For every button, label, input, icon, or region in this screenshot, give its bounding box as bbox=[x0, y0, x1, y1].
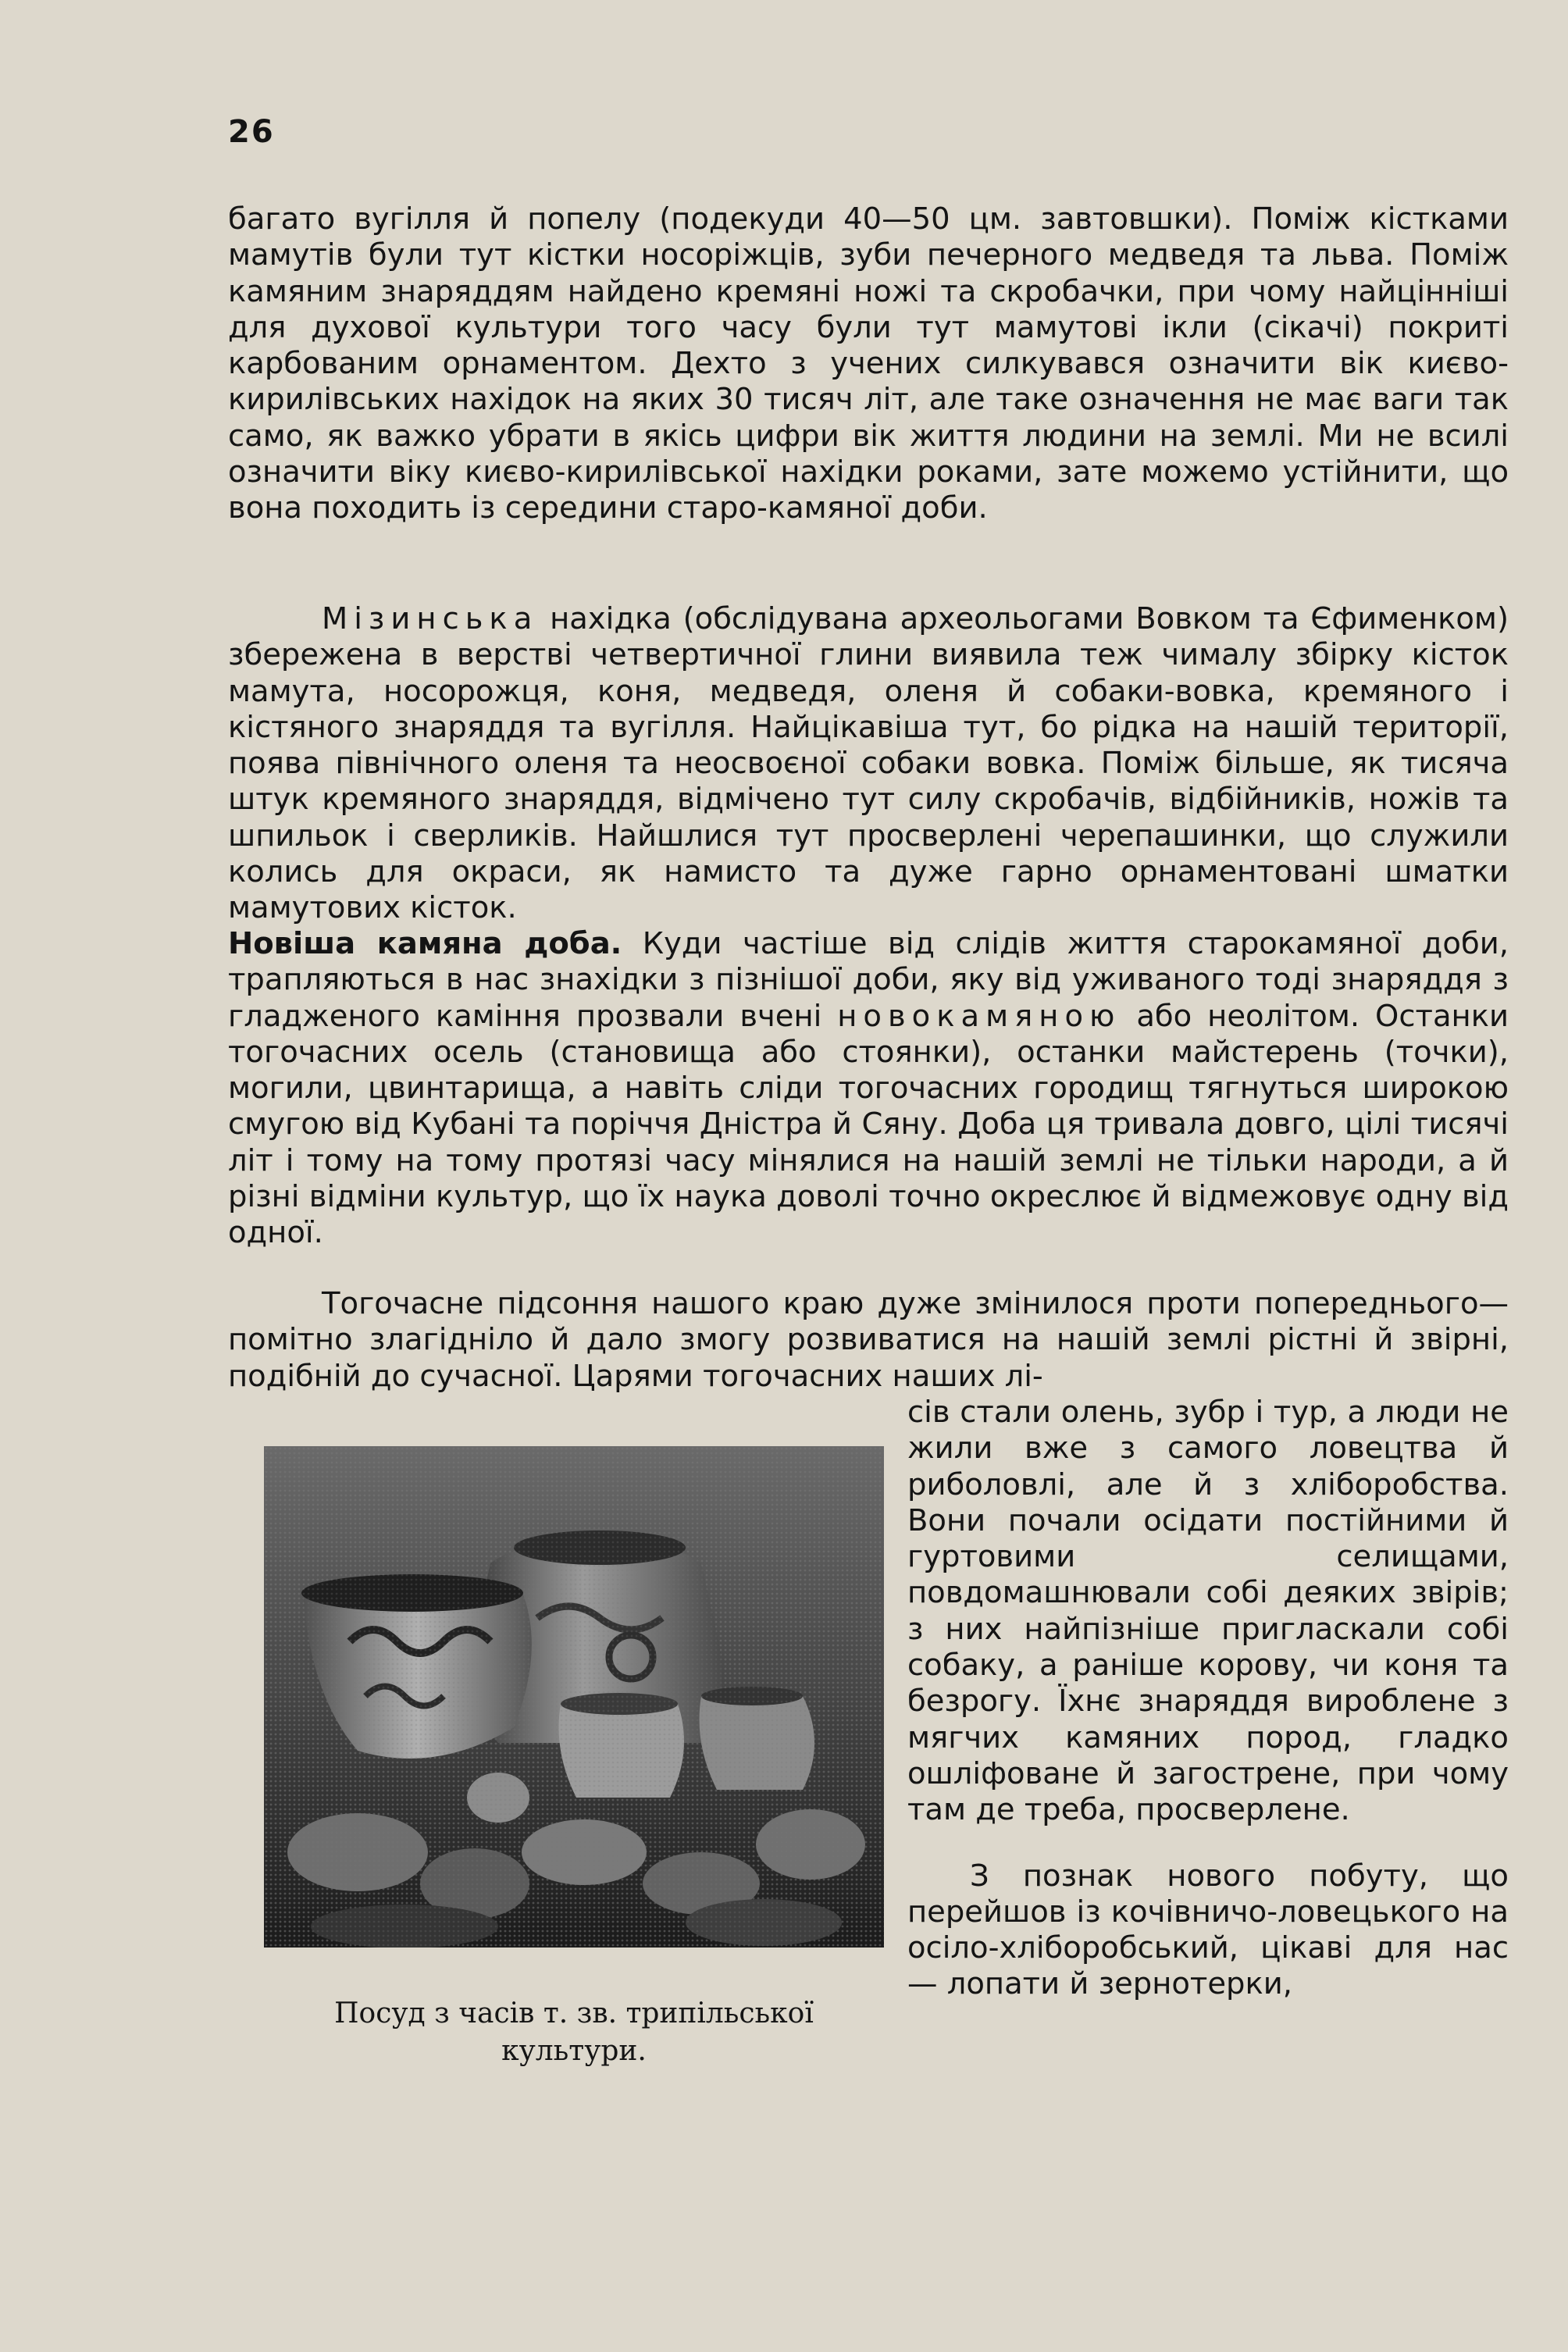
paragraph-text: багато вугілля й попелу (подекуди 40—50 цм. завтовшки). Поміж кістками мамутів були тут кістки носоріжців, зуби печерного медведя та льва. Поміж камяним знаряддям найдено кремяні ножі та скробачки, при чому найцінніші для духової культури того часу були тут мамутові ікли (сікачі) покриті карбованим орнаментом. Дехто з учених силкувався означити вік києво-кирилівських нахідок на яких 30 тисяч літ, але таке означення не має ваги так само, як важко убрати в якісь цифри вік життя людини на землі. Ми не всилі означити віку києво-кирилівської нахідки роками, зате можемо устійнити, що вона походить із середини старо-камяної доби. bbox=[228, 201, 1509, 526]
page-number: 26 bbox=[228, 114, 275, 150]
pottery-illustration bbox=[264, 1446, 884, 1948]
paragraph-climate: Тогочасне підсоння нашого краю дуже змінилося проти попереднього—помітно злагідніло й дало змогу розвиватися на нашій землі рістні й звірні, подібній до сучасної. Царями тогочасних наших лі- bbox=[228, 1286, 1509, 1394]
paragraph-text: нахідка (обслідувана археольогами Вовком та Єфименком) збережена в верстві четвертичної глини виявила теж чималу збірку кісток мамута, носорожця, коня, медведя, оленя й собаки-вовка, кремяного і кістяного знаряддя та вугілля. Найцікавіша тут, бо рідка на нашій території, поява північного оленя та неосвоєної собаки вовка. Поміж більше, як тисяча штук кремяного знаряддя, відмічено тут силу скробачів, відбійників, ножів та шпильок і сверликів. Найшлися тут просверлені черепашинки, що служили колись для окраси, як намисто та дуже гарно орнаментовані шматки мамутових кісток. bbox=[228, 601, 1509, 926]
mizyn-term: Мізинська bbox=[322, 601, 539, 636]
pottery-photograph bbox=[264, 1446, 884, 1948]
figure-caption: Посуд з часів т. зв. трипільської культури. bbox=[334, 1997, 814, 2067]
paragraph-text: або неолітом. Останки тогочасних осель (становища або стоянки), останки майстерень (точки), могили, цвинтарища, а навіть сліди тогочасних городищ тягнуться широкою смугою від Кубані та поріччя Дністра й Сяну. Доба ця тривала довго, цілі тисячі літ і тому на тому протязі часу мінялися на нашій землі не тільки народи, а й різні відміни культур, що їх наука доволі точно окреслює й відмежовує одну від одної. bbox=[228, 998, 1509, 1251]
paragraph-mizyn bbox=[228, 601, 1509, 927]
paragraph-climate-continued: сів стали олень, зубр і тур, а люди не жили вже з самого ловецтва й риболовлі, але й з хліборобства. Вони почали осідати постійними й гуртовими селищами, повдомашнювали собі деяких звірів; з них найпізніше пригласкали собі собаку, а раніше корову, чи коня та безрогу. Їхнє знаряддя вироблене з мягчих камяних пород, гладко ошліфоване й загострене, при чому там де треба, просверлене. bbox=[907, 1395, 1509, 1828]
paragraph-neolithic bbox=[228, 926, 1509, 1252]
right-column-text bbox=[907, 1395, 1509, 2003]
section-heading: Новіша камяна доба. bbox=[228, 926, 622, 961]
paragraph-text: Куди частіше від слідів життя старокамяної доби, трапляються в нас знахідки з пізнішої доби, яку від уживаного тоді знаряддя з гладженого каміння прозвали вчені bbox=[228, 926, 1509, 1034]
paragraph-kyiv-kyrylivska bbox=[228, 201, 1509, 527]
neolithic-term: новокамяною bbox=[837, 998, 1121, 1034]
paragraph-new-life: З познак нового побуту, що перейшов із кочівничо-ловецького на осіло-хліборобський, цікаві для нас — лопати й зернотерки, bbox=[907, 1858, 1509, 2002]
